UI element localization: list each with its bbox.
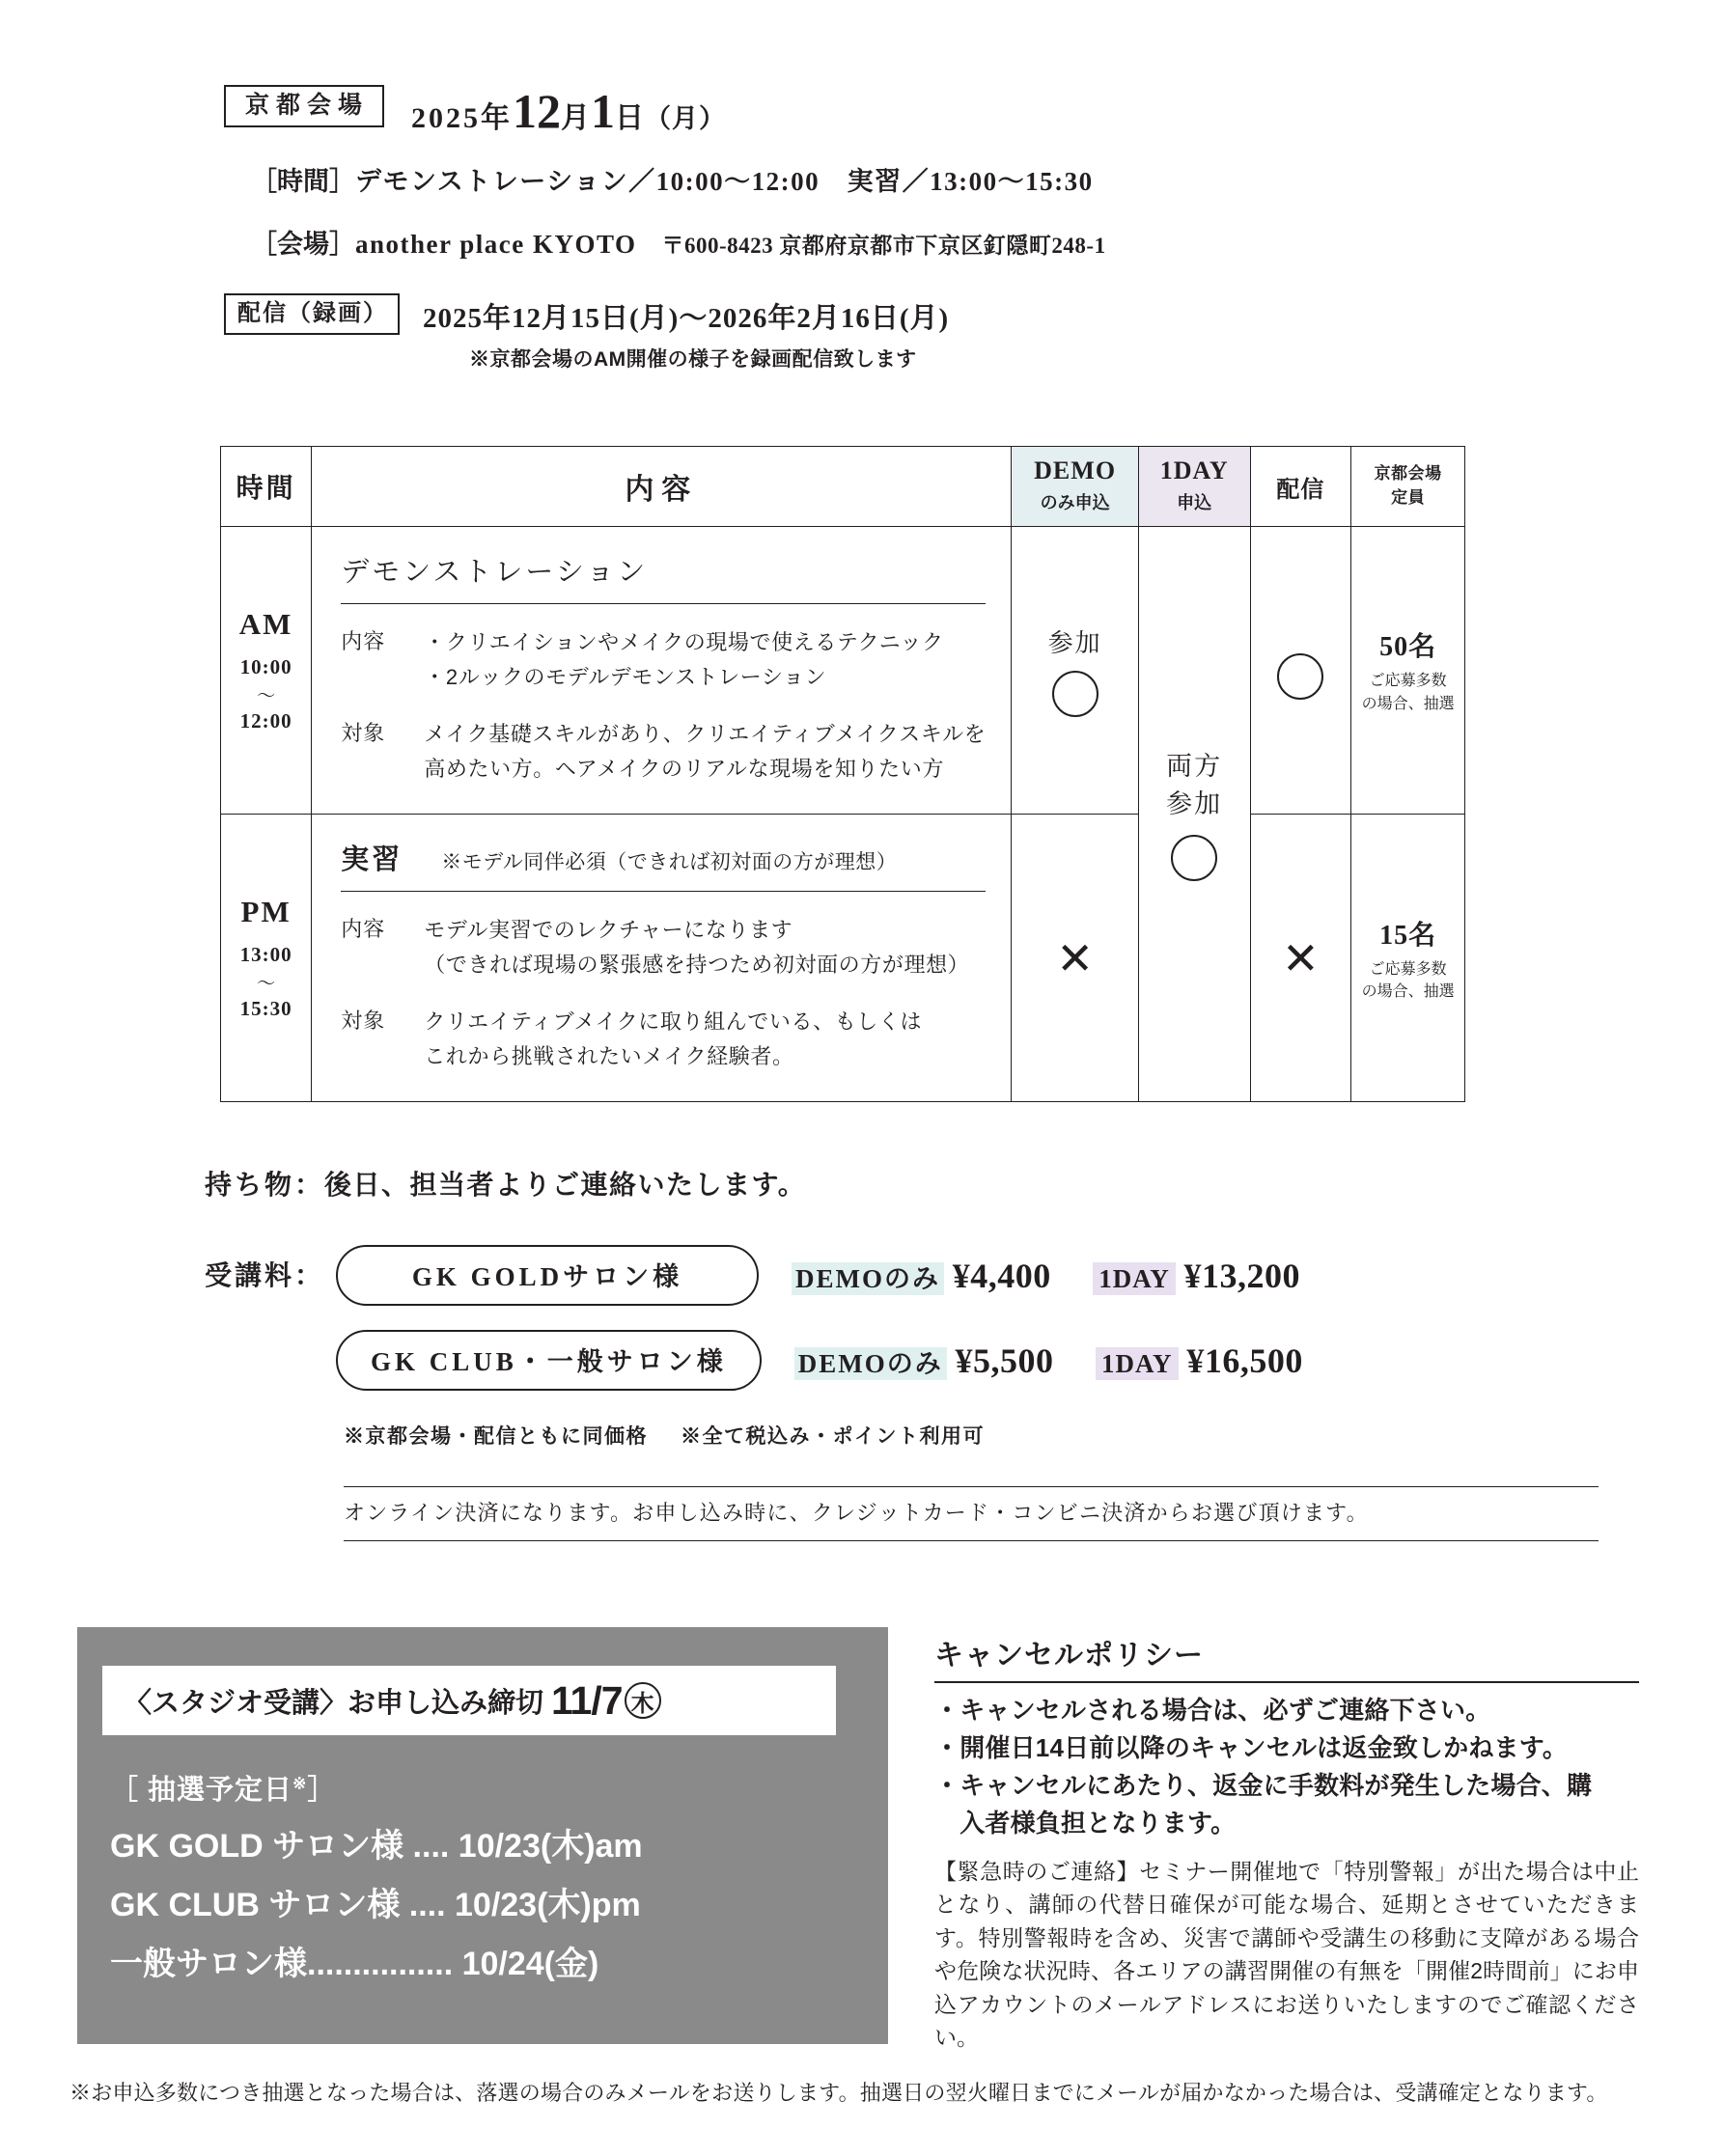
event-date-day: 1: [591, 84, 616, 138]
place-line-address: 〒600-8423 京都府京都市下京区釘隠町248-1: [661, 234, 1106, 258]
am-kv-content: [341, 625, 986, 696]
stream-badge: 配信（録画）: [224, 293, 400, 335]
lottery-line-club: GK CLUB サロン様 .... 10/23(木)pm: [110, 1887, 641, 1923]
am-title: デモンストレーション: [341, 550, 986, 604]
am-capacity-note-2: の場合、抽選: [1361, 695, 1455, 712]
schedule-table: [220, 446, 1465, 1102]
am-kv-target: [341, 717, 986, 788]
am-capacity-note: [1352, 670, 1463, 714]
pm-time-cell: PM 13:00 〜 15:30: [221, 815, 312, 1102]
place-line-label: ［会場］: [251, 230, 355, 259]
fee-oneday-price-gold: ¥13,200: [1183, 1256, 1301, 1295]
list-item: ・開催日14日前以降のキャンセルは返金致しかねます。: [934, 1732, 1569, 1762]
am-period: AM: [238, 607, 293, 642]
stream-date: 2025年12月15日(月)〜2026年2月16日(月): [423, 303, 950, 334]
time-line-value: デモンストレーション／10:00〜12:00 実習／13:00〜15:30: [355, 167, 1094, 196]
fee-note-1: ※京都会場・配信ともに同価格: [344, 1424, 648, 1448]
am-demo-label: 参加: [1047, 629, 1102, 658]
both-participate-cell: [1138, 527, 1250, 1102]
col-header-demo: [1012, 447, 1138, 527]
event-date-dow: （月）: [645, 104, 727, 133]
cross-icon: ✕: [1282, 932, 1320, 983]
pm-capacity: 15名: [1379, 920, 1437, 951]
col-header-capacity: [1351, 447, 1465, 527]
pm-time-to: 15:30: [239, 997, 292, 1021]
cancel-policy-paragraph: 【緊急時のご連絡】セミナー開催地で「特別警報」が出た場合は中止となり、講師の代替日確保が可能な場合、延期とさせていただきます。特別警報時を含め、災害で講師や受講生の移動に支障がある場合や危険な状況時、各エリアの講習開催の有無を「開催2時間前」にお申込アカウントのメールアドレスにお送りいたしますのでご確認ください。: [934, 1858, 1639, 2051]
col-header-demo-sub: のみ申込: [1040, 493, 1110, 512]
pm-kv-target: [341, 1005, 986, 1075]
list-item: 入者様負担となります。: [934, 1808, 1237, 1838]
payment-line: [344, 1486, 1599, 1541]
am-capacity-cell: [1351, 527, 1465, 815]
lottery-heading: [110, 1768, 643, 1808]
deadline-date: 11/7: [551, 1677, 623, 1723]
event-date-day-unit: 日: [615, 102, 646, 134]
fee-oneday-tag-gold: 1DAY: [1093, 1262, 1176, 1295]
am-capacity-note-1: ご応募多数: [1369, 673, 1447, 690]
am-time-to: 12:00: [239, 709, 292, 733]
pm-content-cell: [312, 815, 1012, 1102]
pm-target-line1: クリエイティブメイクに取り組んでいる、もしくは: [424, 1009, 923, 1034]
am-target-line2: 高めたい方。ヘアメイクのリアルな現場を知りたい方: [424, 756, 944, 781]
payment-text: オンライン決済になります。お申し込み時に、クレジットカード・コンビニ決済からお選び頂けます。: [344, 1486, 1599, 1541]
pm-title: 実習: [341, 844, 403, 876]
stream-note: ※京都会場のAM開催の様子を録画配信致します: [469, 348, 917, 371]
deadline-strip: [102, 1666, 836, 1735]
pm-kv-content: [341, 913, 986, 983]
both-label-1: 両方: [1166, 751, 1223, 781]
lottery-heading-mark: ※: [292, 1774, 308, 1793]
pm-capacity-note-2: の場合、抽選: [1361, 982, 1455, 1000]
deadline-prefix: 〈スタジオ受講〉お申し込み締切: [124, 1687, 544, 1719]
am-content-line1: ・クリエイションやメイクの現場で使えるテクニック: [424, 630, 944, 654]
pm-stream-cell: [1250, 815, 1351, 1102]
pm-kv-target-value: [424, 1005, 922, 1075]
am-kv-content-value: [424, 625, 943, 696]
fee-oneday-price-club: ¥16,500: [1186, 1341, 1303, 1380]
fee-prices-gold: [792, 1256, 1300, 1296]
stream-row: [224, 293, 1595, 336]
fee-row-gold: [336, 1245, 1300, 1306]
am-time-cell: AM 10:00 〜 12:00: [221, 527, 312, 815]
pm-content-line2: （できれば現場の緊張感を持つため初対面の方が理想）: [424, 953, 970, 978]
am-content-line2: ・2ルックのモデルデモンストレーション: [424, 665, 827, 690]
lottery-heading-text: ［ 抽選予定日: [110, 1775, 293, 1806]
time-line-label: ［時間］: [251, 167, 355, 196]
event-date-year: 2025年: [411, 102, 514, 134]
circle-icon: [1171, 835, 1217, 881]
fee-demo-price-club: ¥5,500: [955, 1341, 1054, 1380]
cancel-policy-title: キャンセルポリシー: [934, 1631, 1639, 1683]
pm-subtitle: ※モデル同伴必須（できれば初対面の方が理想）: [441, 851, 898, 874]
am-kv-content-key: 内容: [341, 629, 386, 653]
items-value: 後日、担当者よりご連絡いたします。: [324, 1171, 807, 1201]
cross-icon: ✕: [1056, 932, 1094, 983]
deadline-dow-badge: 木: [625, 1682, 661, 1719]
fee-label: 受講料：: [205, 1261, 325, 1291]
fee-plan-club: GK CLUB・一般サロン様: [336, 1330, 762, 1391]
fee-plan-gold: GK GOLDサロン様: [336, 1245, 759, 1306]
col-header-time: 時間: [221, 447, 312, 527]
fee-demo-tag-club: DEMOのみ: [794, 1347, 947, 1380]
header-block: [224, 85, 1595, 373]
cancel-policy-list: [934, 1693, 1639, 1841]
table-row: [221, 815, 1465, 1102]
pm-capacity-note: [1352, 958, 1463, 1003]
am-target-line1: メイク基礎スキルがあり、クリエイティブメイクスキルを: [424, 721, 987, 746]
pm-content-line1: モデル実習でのレクチャーになります: [424, 918, 793, 943]
venue-badge: 京都会場: [224, 85, 384, 127]
am-time-from: 10:00: [239, 655, 292, 679]
pm-period: PM: [240, 895, 292, 929]
lottery-line-general: 一般サロン様................ 10/24(金): [110, 1946, 599, 1982]
pm-kv-content-value: [424, 913, 969, 983]
pm-target-line2: これから挑戦されたいメイク経験者。: [424, 1044, 794, 1069]
col-header-demo-title: DEMO: [1034, 456, 1117, 484]
am-capacity: 50名: [1379, 632, 1437, 663]
fee-demo-tag-gold: DEMOのみ: [792, 1262, 944, 1295]
table-header-row: [221, 447, 1465, 527]
fee-oneday-tag-club: 1DAY: [1096, 1347, 1179, 1380]
am-stream-cell: [1250, 527, 1351, 815]
fee-demo-price-gold: ¥4,400: [952, 1256, 1051, 1295]
pm-demo-cell: [1012, 815, 1138, 1102]
pm-title-row: [341, 838, 986, 892]
am-kv-target-value: [424, 717, 986, 788]
col-header-capacity-l1: 京都会場: [1374, 464, 1442, 484]
col-header-oneday: [1138, 447, 1250, 527]
pm-time-from: 13:00: [239, 943, 292, 967]
col-header-content: 内容: [312, 447, 1012, 527]
col-header-capacity-l2: 定員: [1391, 488, 1426, 507]
am-demo-cell: [1012, 527, 1138, 815]
event-date: [411, 84, 727, 138]
fee-row-club: [336, 1330, 1303, 1391]
lottery-heading-close: ］: [307, 1775, 337, 1806]
col-header-oneday-title: 1DAY: [1159, 456, 1229, 484]
time-line: [251, 160, 1595, 198]
pm-kv-content-key: 内容: [341, 917, 386, 942]
list-item: ・キャンセルされる場合は、必ずご連絡下さい。: [934, 1696, 1491, 1725]
lottery-line-gold: GK GOLD サロン様 .... 10/23(木)am: [110, 1828, 643, 1865]
circle-icon: [1052, 671, 1098, 717]
cancel-policy: [934, 1631, 1639, 2055]
am-content-cell: [312, 527, 1012, 815]
place-line-value: another place KYOTO: [355, 230, 637, 259]
table-row: [221, 527, 1465, 815]
circle-icon: [1277, 653, 1323, 700]
both-label-2: 参加: [1166, 788, 1223, 818]
am-kv-target-key: 対象: [341, 720, 386, 745]
lottery-block: [110, 1768, 643, 1984]
page-footnote: ※お申込多数につき抽選となった場合は、落選の場合のみメールをお送りします。抽選日の翌火曜日までにメールが届かなかった場合は、受講確定となります。: [70, 2081, 1608, 2105]
application-panel: [77, 1627, 888, 2044]
col-header-oneday-sub: 申込: [1177, 493, 1212, 512]
event-date-month: 12: [513, 84, 562, 138]
event-date-month-unit: 月: [561, 102, 592, 134]
venue-row: [224, 84, 1595, 138]
col-header-stream: 配信: [1250, 447, 1351, 527]
fee-notes: [344, 1421, 985, 1450]
items-label: 持ち物：: [205, 1171, 325, 1201]
fee-note-2: ※全て税込み・ポイント利用可: [681, 1424, 985, 1448]
list-item: ・キャンセルにあたり、返金に手数料が発生した場合、購: [934, 1770, 1593, 1800]
pm-kv-target-key: 対象: [341, 1008, 386, 1033]
fee-prices-club: [794, 1341, 1303, 1381]
pm-capacity-cell: [1351, 815, 1465, 1102]
pm-capacity-note-1: ご応募多数: [1369, 960, 1447, 978]
place-line: [251, 223, 1595, 261]
items-line: [205, 1164, 806, 1202]
